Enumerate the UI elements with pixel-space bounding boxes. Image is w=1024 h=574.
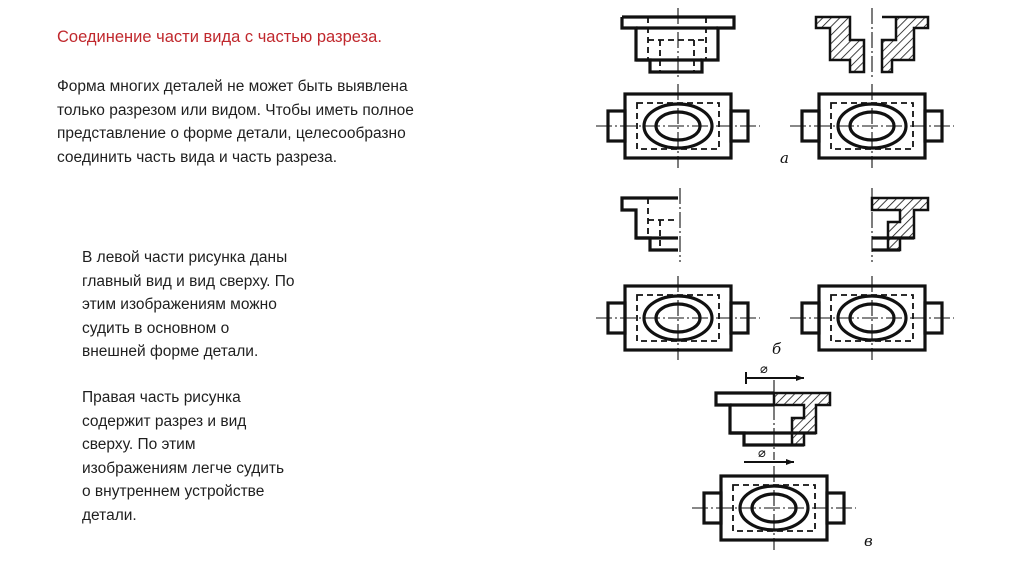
diameter-dimension-inner: ⌀ xyxy=(758,446,766,461)
top-view-a-left xyxy=(596,84,760,168)
diameter-dimension-outer: ⌀ xyxy=(760,362,768,377)
front-view-a xyxy=(622,8,734,80)
top-view-a-right xyxy=(790,84,954,168)
slide-title: Соединение части вида с частью разреза. xyxy=(57,28,382,46)
section-view-a xyxy=(816,8,928,80)
combined-view-section-c xyxy=(716,362,830,465)
half-section-b-right xyxy=(872,188,928,262)
top-view-b-left xyxy=(596,276,760,360)
right-part-description: Правая часть рисунка содержит разрез и вид сверху. По этим изображениям легче судить о внутреннем устройстве детали. xyxy=(82,389,285,524)
left-part-description: В левой части рисунка даны главный вид и вид сверху. По этим изображениям можно судить в основном о внешней форме детали. xyxy=(82,249,295,360)
intro-paragraph: Форма многих деталей не может быть выявлена только разрезом или видом. Чтобы иметь полное представление о форме детали, целесообразно соединить часть вида и часть разреза. xyxy=(57,78,414,166)
label-c: в xyxy=(864,532,873,550)
top-view-b-right xyxy=(790,276,954,360)
top-view-c xyxy=(692,466,856,550)
label-b: б xyxy=(772,340,782,358)
label-a: а xyxy=(780,149,789,167)
half-view-b-left xyxy=(622,188,680,262)
